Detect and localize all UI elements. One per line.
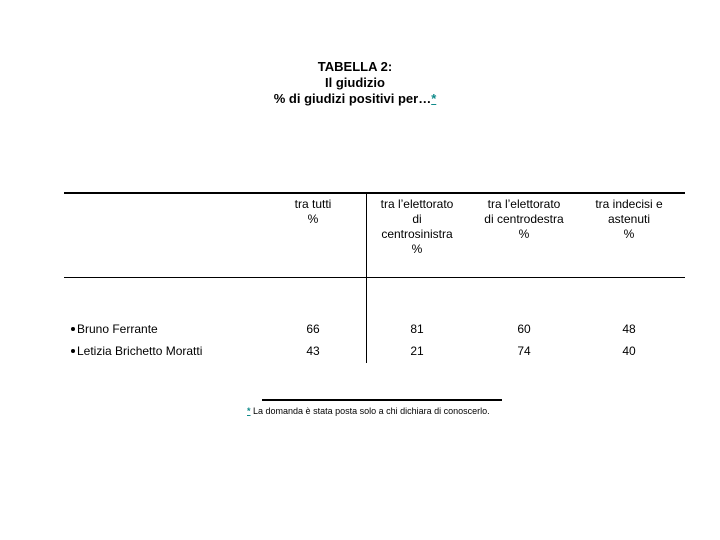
table-cell: 48 [622,322,636,336]
table-body [64,278,685,363]
footnote-text: La domanda è stata posta solo a chi dichiara di conoscerlo. [250,406,490,416]
table-title [0,59,710,107]
footnote-marker[interactable]: * [247,406,251,416]
table-cell: 66 [306,322,320,336]
results-table [64,192,685,363]
table-row [64,321,685,337]
column-header-line: % [623,227,635,241]
column-header-centrosinistra [367,197,467,257]
table-cell: 40 [622,344,636,358]
column-header-tutti [273,197,353,227]
footnote [247,405,490,417]
column-header-line: tra tutti [294,197,332,211]
title-line-3-text: % di giudizi positivi per… [273,91,432,106]
table-cell: 74 [517,344,531,358]
footnote-link[interactable]: * [431,91,437,106]
column-header-centrodestra [471,197,577,242]
column-header-line: centrosinistra [381,227,453,241]
row-label [71,321,158,337]
title-line-2: Il giudizio [325,75,385,90]
title-line-1: TABELLA 2: [317,59,393,74]
table-cell: 21 [410,344,424,358]
bullet-icon [71,327,75,331]
table-header-row [64,194,685,278]
footnote-rule [262,399,502,401]
bullet-icon [71,349,75,353]
table-cell: 60 [517,322,531,336]
row-label-text: Bruno Ferrante [77,322,158,336]
table-cell: 43 [306,344,320,358]
column-header-indecisi [582,197,676,242]
column-header-line: % [518,227,530,241]
table-cell: 81 [410,322,424,336]
row-label [71,343,202,359]
column-header-line: di [412,212,422,226]
column-header-line: tra l’elettorato [380,197,454,211]
column-header-line: % [307,212,319,226]
column-header-line: tra indecisi e [595,197,663,211]
table-row [64,343,685,359]
row-label-text: Letizia Brichetto Moratti [77,344,203,358]
column-header-line: astenuti [607,212,651,226]
column-header-line: tra l’elettorato [487,197,561,211]
column-header-line: di centrodestra [484,212,564,226]
title-line-3 [0,91,710,107]
column-header-line: % [411,242,423,256]
